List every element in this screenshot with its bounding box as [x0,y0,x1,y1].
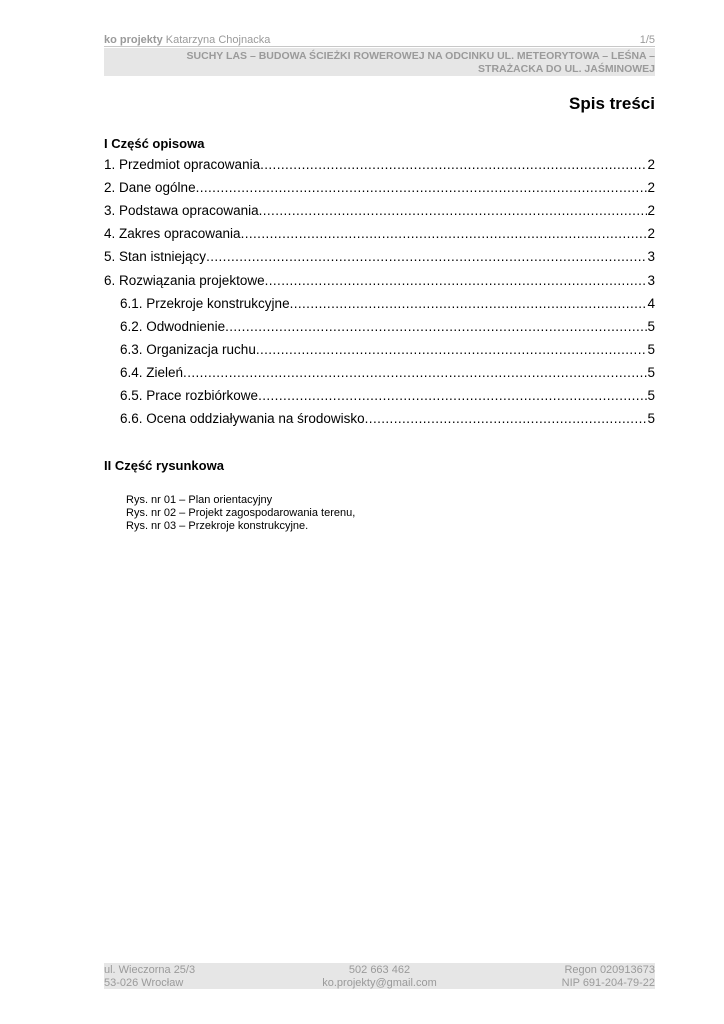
footer-nip: NIP 691-204-79-22 [561,976,655,989]
toc-entry [120,295,655,313]
toc-entry [120,341,655,359]
drawing-item: Rys. nr 01 – Plan orientacyjny [126,494,273,506]
footer-phone: 502 663 462 [348,964,411,976]
toc-entry-page: 2 [647,226,655,241]
toc-entry-page: 4 [647,296,655,311]
author-name: Katarzyna Chojnacka [165,34,271,46]
toc-entry-label: 6.3. Organizacja ruchu [120,342,256,357]
section-heading-drawings: II Część rysunkowa [104,458,224,473]
drawings-list [126,494,355,533]
toc-entry [120,364,655,382]
toc-entry-label: 6.6. Ocena oddziaływania na środowisko [120,411,365,426]
toc-entry-page: 3 [647,273,655,288]
footer-street: ul. Wieczorna 25/3 [104,964,196,976]
toc-leader-dots [196,179,648,197]
toc-leader-dots [225,318,647,336]
toc-entry-page: 5 [647,388,655,403]
toc-entry-page: 5 [647,365,655,380]
toc-entry [104,248,655,266]
toc-leader-dots [290,295,648,313]
toc-entry-page: 5 [647,342,655,357]
project-title-box [104,48,655,76]
drawing-item: Rys. nr 02 – Projekt zagospodarowania terenu, [126,507,356,519]
toc-entry-label: 4. Zakres opracowania [104,226,241,241]
footer-email: ko.projekty@gmail.com [322,976,437,989]
section-heading-descriptive: I Część opisowa [104,136,205,151]
toc-entry [104,202,655,220]
drawing-item: Rys. nr 03 – Przekroje konstrukcyjne. [126,520,309,532]
toc-entry-label: 5. Stan istniejący [104,249,207,264]
footer-registry [562,964,655,989]
toc-entry [104,156,655,174]
toc-entry-label: 3. Podstawa opracowania [104,203,259,218]
toc-entry-label: 6.5. Prace rozbiórkowe [120,388,259,403]
toc-entry [120,410,655,428]
toc-entry [120,387,655,405]
toc-entry-label: 6.2. Odwodnienie [120,319,226,334]
toc-entry [120,318,655,336]
toc-leader-dots [241,225,648,243]
toc-entry-page: 2 [647,180,655,195]
toc-leader-dots [365,410,648,428]
page-title: Spis treści [569,94,655,113]
toc-leader-dots [256,341,648,359]
toc-entry-page: 5 [647,319,655,334]
header-top-line [104,33,655,47]
toc-entry-label: 6.4. Zieleń [120,365,184,380]
toc-leader-dots [259,202,648,220]
project-title-line2: STRAŻACKA DO UL. JAŚMINOWEJ [478,63,655,75]
toc-entry-label: 6.1. Przekroje konstrukcyjne [120,296,290,311]
footer [104,963,655,989]
toc-entry-label: 2. Dane ogólne [104,180,196,195]
toc-entry-page: 5 [647,411,655,426]
footer-city: 53-026 Wrocław [104,976,184,989]
toc-entry-page: 3 [647,249,655,264]
toc-leader-dots [265,272,648,290]
page-number: 1/5 [639,34,655,46]
toc-entry-page: 2 [647,157,655,172]
toc-entry-label: 1. Przedmiot opracowania [104,157,261,172]
toc-entry [104,272,655,290]
toc-leader-dots [183,364,647,382]
toc-entry-label: 6. Rozwiązania projektowe [104,273,265,288]
toc-leader-dots [260,156,647,174]
company-name: ko projekty [104,34,163,46]
project-title-line1: SUCHY LAS – BUDOWA ŚCIEŻKI ROWEROWEJ NA ODCINKU UL. METEORYTOWA – LEŚNA – [186,50,655,62]
toc-leader-dots [258,387,647,405]
toc-entry [104,225,655,243]
toc-leader-dots [206,248,647,266]
toc-entry-page: 2 [647,203,655,218]
toc-entry [104,179,655,197]
footer-regon: Regon 020913673 [564,964,655,976]
